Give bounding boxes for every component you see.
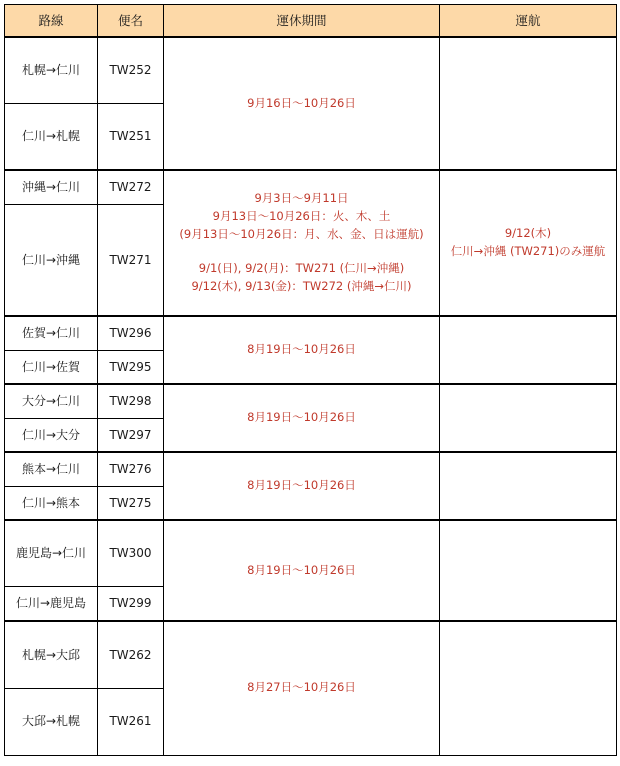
operation-cell <box>440 37 617 170</box>
period-line: 9/12(木), 9/13(金)：TW272 (沖縄→仁川) <box>191 278 412 293</box>
flight-cell: TW271 <box>98 204 164 316</box>
flight-cell: TW298 <box>98 384 164 418</box>
route-cell: 札幌→仁川 <box>5 37 98 103</box>
flight-cell: TW262 <box>98 621 164 688</box>
operation-cell <box>440 316 617 384</box>
route-cell: 仁川→大分 <box>5 418 98 452</box>
route-cell: 大邱→札幌 <box>5 688 98 755</box>
operation-cell <box>440 520 617 621</box>
operation-cell <box>440 170 617 316</box>
table-row <box>5 520 617 586</box>
flight-cell: TW297 <box>98 418 164 452</box>
suspension-period-cell <box>164 170 440 316</box>
suspension-period-cell: 9月16日～10月26日 <box>164 37 440 170</box>
operation-line: 仁川→沖縄 (TW271)のみ運航 <box>450 244 606 258</box>
header-flight: 便名 <box>98 5 164 38</box>
table-row <box>5 316 617 350</box>
flight-cell: TW251 <box>98 103 164 170</box>
table-row <box>5 384 617 418</box>
table-row <box>5 452 617 486</box>
header-row <box>5 5 617 38</box>
route-cell: 鹿児島→仁川 <box>5 520 98 586</box>
header-route: 路線 <box>5 5 98 38</box>
suspension-period-cell: 8月19日～10月26日 <box>164 452 440 520</box>
flight-suspension-table <box>4 4 617 756</box>
suspension-period-cell: 8月19日～10月26日 <box>164 316 440 384</box>
route-cell: 佐賀→仁川 <box>5 316 98 350</box>
header-suspension-period: 運休期間 <box>164 5 440 38</box>
route-cell: 仁川→佐賀 <box>5 350 98 384</box>
suspension-period-cell: 8月19日～10月26日 <box>164 384 440 452</box>
operation-cell <box>440 621 617 755</box>
operation-cell <box>440 384 617 452</box>
period-line: 9月13日～10月26日：火、木、土 <box>212 209 391 224</box>
operation-cell <box>440 452 617 520</box>
flight-cell: TW276 <box>98 452 164 486</box>
table-row <box>5 170 617 204</box>
route-cell: 仁川→鹿児島 <box>5 586 98 621</box>
period-line: 9月3日～9月11日 <box>254 191 349 206</box>
route-cell: 沖縄→仁川 <box>5 170 98 204</box>
table-row <box>5 37 617 103</box>
period-line: (9月13日～10月26日：月、水、金、日は運航) <box>179 227 424 242</box>
operation-line: 9/12(木) <box>504 226 552 241</box>
period-line: 9/1(日), 9/2(月)：TW271 (仁川→沖縄) <box>198 260 405 275</box>
flight-cell: TW299 <box>98 586 164 621</box>
flight-cell: TW296 <box>98 316 164 350</box>
flight-cell: TW300 <box>98 520 164 586</box>
flight-cell: TW272 <box>98 170 164 204</box>
flight-cell: TW275 <box>98 486 164 520</box>
flight-cell: TW252 <box>98 37 164 103</box>
route-cell: 仁川→札幌 <box>5 103 98 170</box>
table-row <box>5 621 617 688</box>
suspension-period-cell: 8月19日～10月26日 <box>164 520 440 621</box>
suspension-period-cell: 8月27日～10月26日 <box>164 621 440 755</box>
route-cell: 札幌→大邱 <box>5 621 98 688</box>
route-cell: 大分→仁川 <box>5 384 98 418</box>
route-cell: 仁川→熊本 <box>5 486 98 520</box>
route-cell: 仁川→沖縄 <box>5 204 98 316</box>
header-operation: 運航 <box>440 5 617 38</box>
line-spacer <box>164 244 439 260</box>
route-cell: 熊本→仁川 <box>5 452 98 486</box>
flight-cell: TW295 <box>98 350 164 384</box>
flight-cell: TW261 <box>98 688 164 755</box>
